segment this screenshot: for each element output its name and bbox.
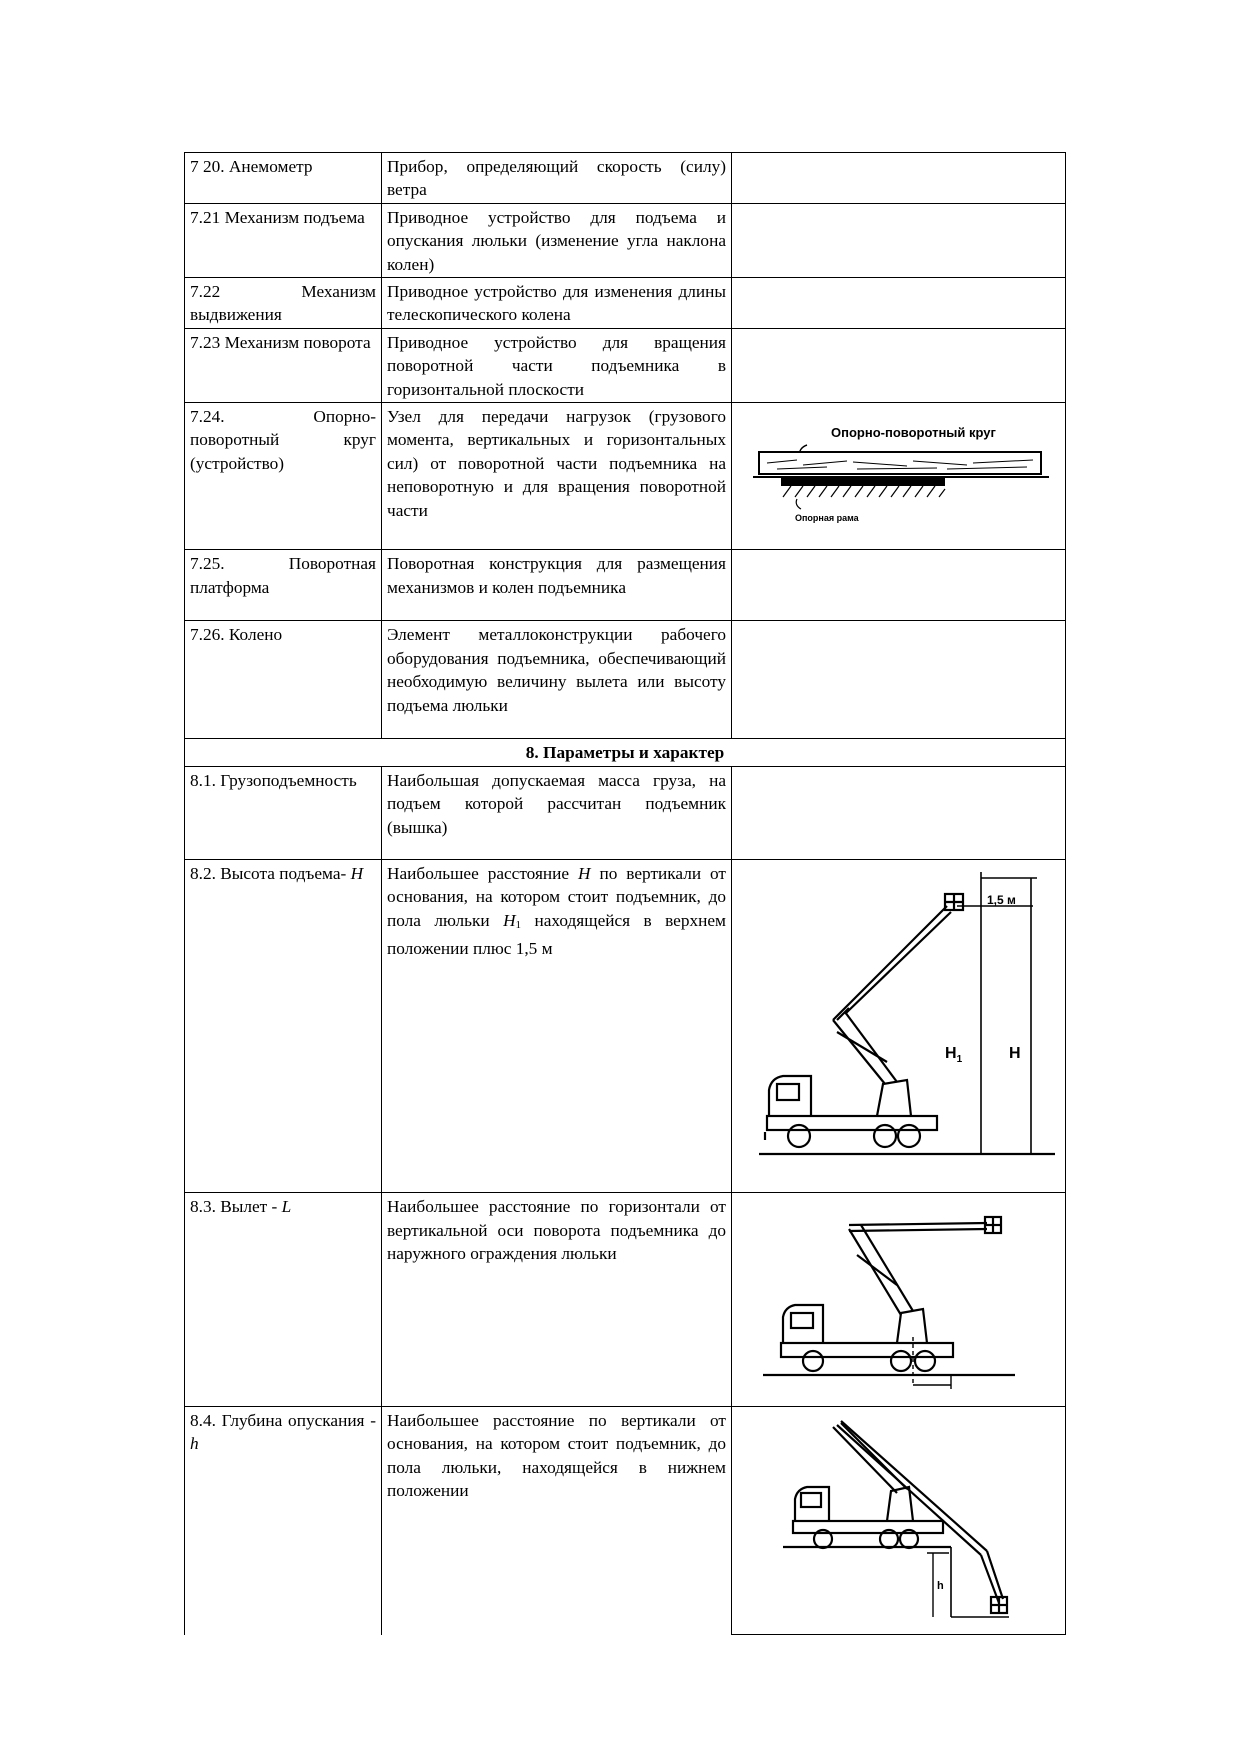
term-cell: 7.24. Опорно-поворотный круг (устройство): [185, 403, 382, 550]
table-row: [185, 278, 1066, 329]
term-text: 8.2. Высота подъема-: [190, 863, 351, 883]
definition-cell: Наибольшее расстояние по вертикали от основания, на котором стоит подъемник, до пола люльки, находящейся в нижнем положении: [382, 1406, 732, 1634]
term-cell: [185, 859, 382, 1192]
definition-text: по вертикали от основания, на котором стоит подъемник, до пола люльки: [387, 863, 726, 930]
figure-cell: [732, 859, 1066, 1192]
definition-variable: H: [578, 863, 591, 883]
table-row: [185, 1406, 1066, 1634]
term-cell: 7.21 Механизм подъема: [185, 203, 382, 277]
term-cell: [185, 1193, 382, 1406]
figure-cell: [732, 766, 1066, 859]
definition-variable: H: [503, 910, 516, 930]
rear-wheel-2: [915, 1351, 935, 1371]
table-row: [185, 328, 1066, 402]
term-cell: 8.1. Грузоподъемность: [185, 766, 382, 859]
figure-cell: [732, 550, 1066, 621]
h1-subscript: 1: [956, 1053, 963, 1065]
definition-cell: Приводное устройство для вращения поворотной части подъемника в горизонтальной плоскости: [382, 328, 732, 402]
figure-cell: [732, 328, 1066, 402]
term-cell: 7.25. Поворотная платформа: [185, 550, 382, 621]
definition-cell: [382, 859, 732, 1192]
definition-cell: Наибольшая допускаемая масса груза, на подъем которой рассчитан подъемник (вышка): [382, 766, 732, 859]
definition-cell: Элемент металлоконструкции рабочего оборудования подъемника, обеспечивающий необходимую величину вылета или высоту подъема люльки: [382, 621, 732, 739]
slewing-ring-label: Опорно-поворотный круг: [831, 425, 996, 441]
term-variable: h: [190, 1434, 199, 1454]
term-variable: L: [281, 1197, 292, 1217]
term-cell: 7.22 Механизм выдвижения: [185, 278, 382, 329]
table-row: [185, 153, 1066, 204]
rear-wheel-2: [898, 1125, 920, 1147]
definition-cell: Приводное устройство для изменения длины телескопического колена: [382, 278, 732, 329]
depth-label: h: [937, 1579, 944, 1592]
figure-cell: [732, 1193, 1066, 1406]
front-wheel: [788, 1125, 810, 1147]
rear-wheel-1: [874, 1125, 896, 1147]
term-cell: 7.23 Механизм поворота: [185, 328, 382, 402]
definition-text: находящейся в верхнем положении плюс 1,5 м: [387, 910, 726, 959]
definition-cell: Прибор, определяющий скорость (силу) ветра: [382, 153, 732, 204]
term-variable: H: [350, 863, 364, 883]
definition-subscript: 1: [515, 918, 522, 931]
table-row: [185, 1193, 1066, 1406]
table-row: [185, 859, 1066, 1192]
table-row: [185, 621, 1066, 739]
h-label: H: [1009, 1044, 1021, 1062]
term-text: 8.3. Вылет -: [190, 1197, 282, 1217]
term-cell: [185, 1406, 382, 1634]
definition-cell: Поворотная конструкция для размещения механизмов и колен подъемника: [382, 550, 732, 621]
rear-wheel-1: [891, 1351, 911, 1371]
figure-cell: [732, 153, 1066, 204]
term-cell: 7 20. Анемометр: [185, 153, 382, 204]
lift-height-diagram: [737, 862, 1071, 1185]
definition-cell: Приводное устройство для подъема и опускания люльки (изменение угла наклона колен): [382, 203, 732, 277]
ring-plate-shape: [759, 452, 1041, 474]
definition-cell: Узел для передачи нагрузок (грузового момента, вертикальных и горизонтальных сил) от поворотной части подъемника на неповоротную и для вращения поворотной части: [382, 403, 732, 550]
term-text: 8.4. Глубина опускания -: [190, 1410, 376, 1430]
terms-table: [184, 152, 1066, 1635]
h1-letter: H: [945, 1044, 957, 1062]
slewing-ring-diagram: [737, 405, 1071, 542]
extra-height-label: 1,5 м: [987, 892, 1016, 907]
base-frame-label: Опорная рама: [795, 513, 859, 524]
table-row: [185, 203, 1066, 277]
lowering-depth-diagram: [737, 1409, 1071, 1627]
definition-text: Наибольшее расстояние: [387, 863, 579, 883]
outreach-diagram: [737, 1195, 1071, 1398]
table-row: [185, 766, 1066, 859]
term-cell: 7.26. Колено: [185, 621, 382, 739]
section-header-row: [185, 739, 1066, 766]
figure-cell: [732, 403, 1066, 550]
figure-cell: [732, 203, 1066, 277]
definition-cell: Наибольшее расстояние по горизонтали от вертикальной оси поворота подъемника до наружного ограждения люльки: [382, 1193, 732, 1406]
front-wheel: [803, 1351, 823, 1371]
base-frame-shape: [781, 477, 945, 486]
section-title: 8. Параметры и характер: [185, 739, 1066, 766]
table-row: [185, 403, 1066, 550]
figure-cell: [732, 278, 1066, 329]
figure-cell: [732, 1406, 1066, 1634]
table-row: [185, 550, 1066, 621]
h1-label: [945, 1045, 963, 1065]
figure-cell: [732, 621, 1066, 739]
